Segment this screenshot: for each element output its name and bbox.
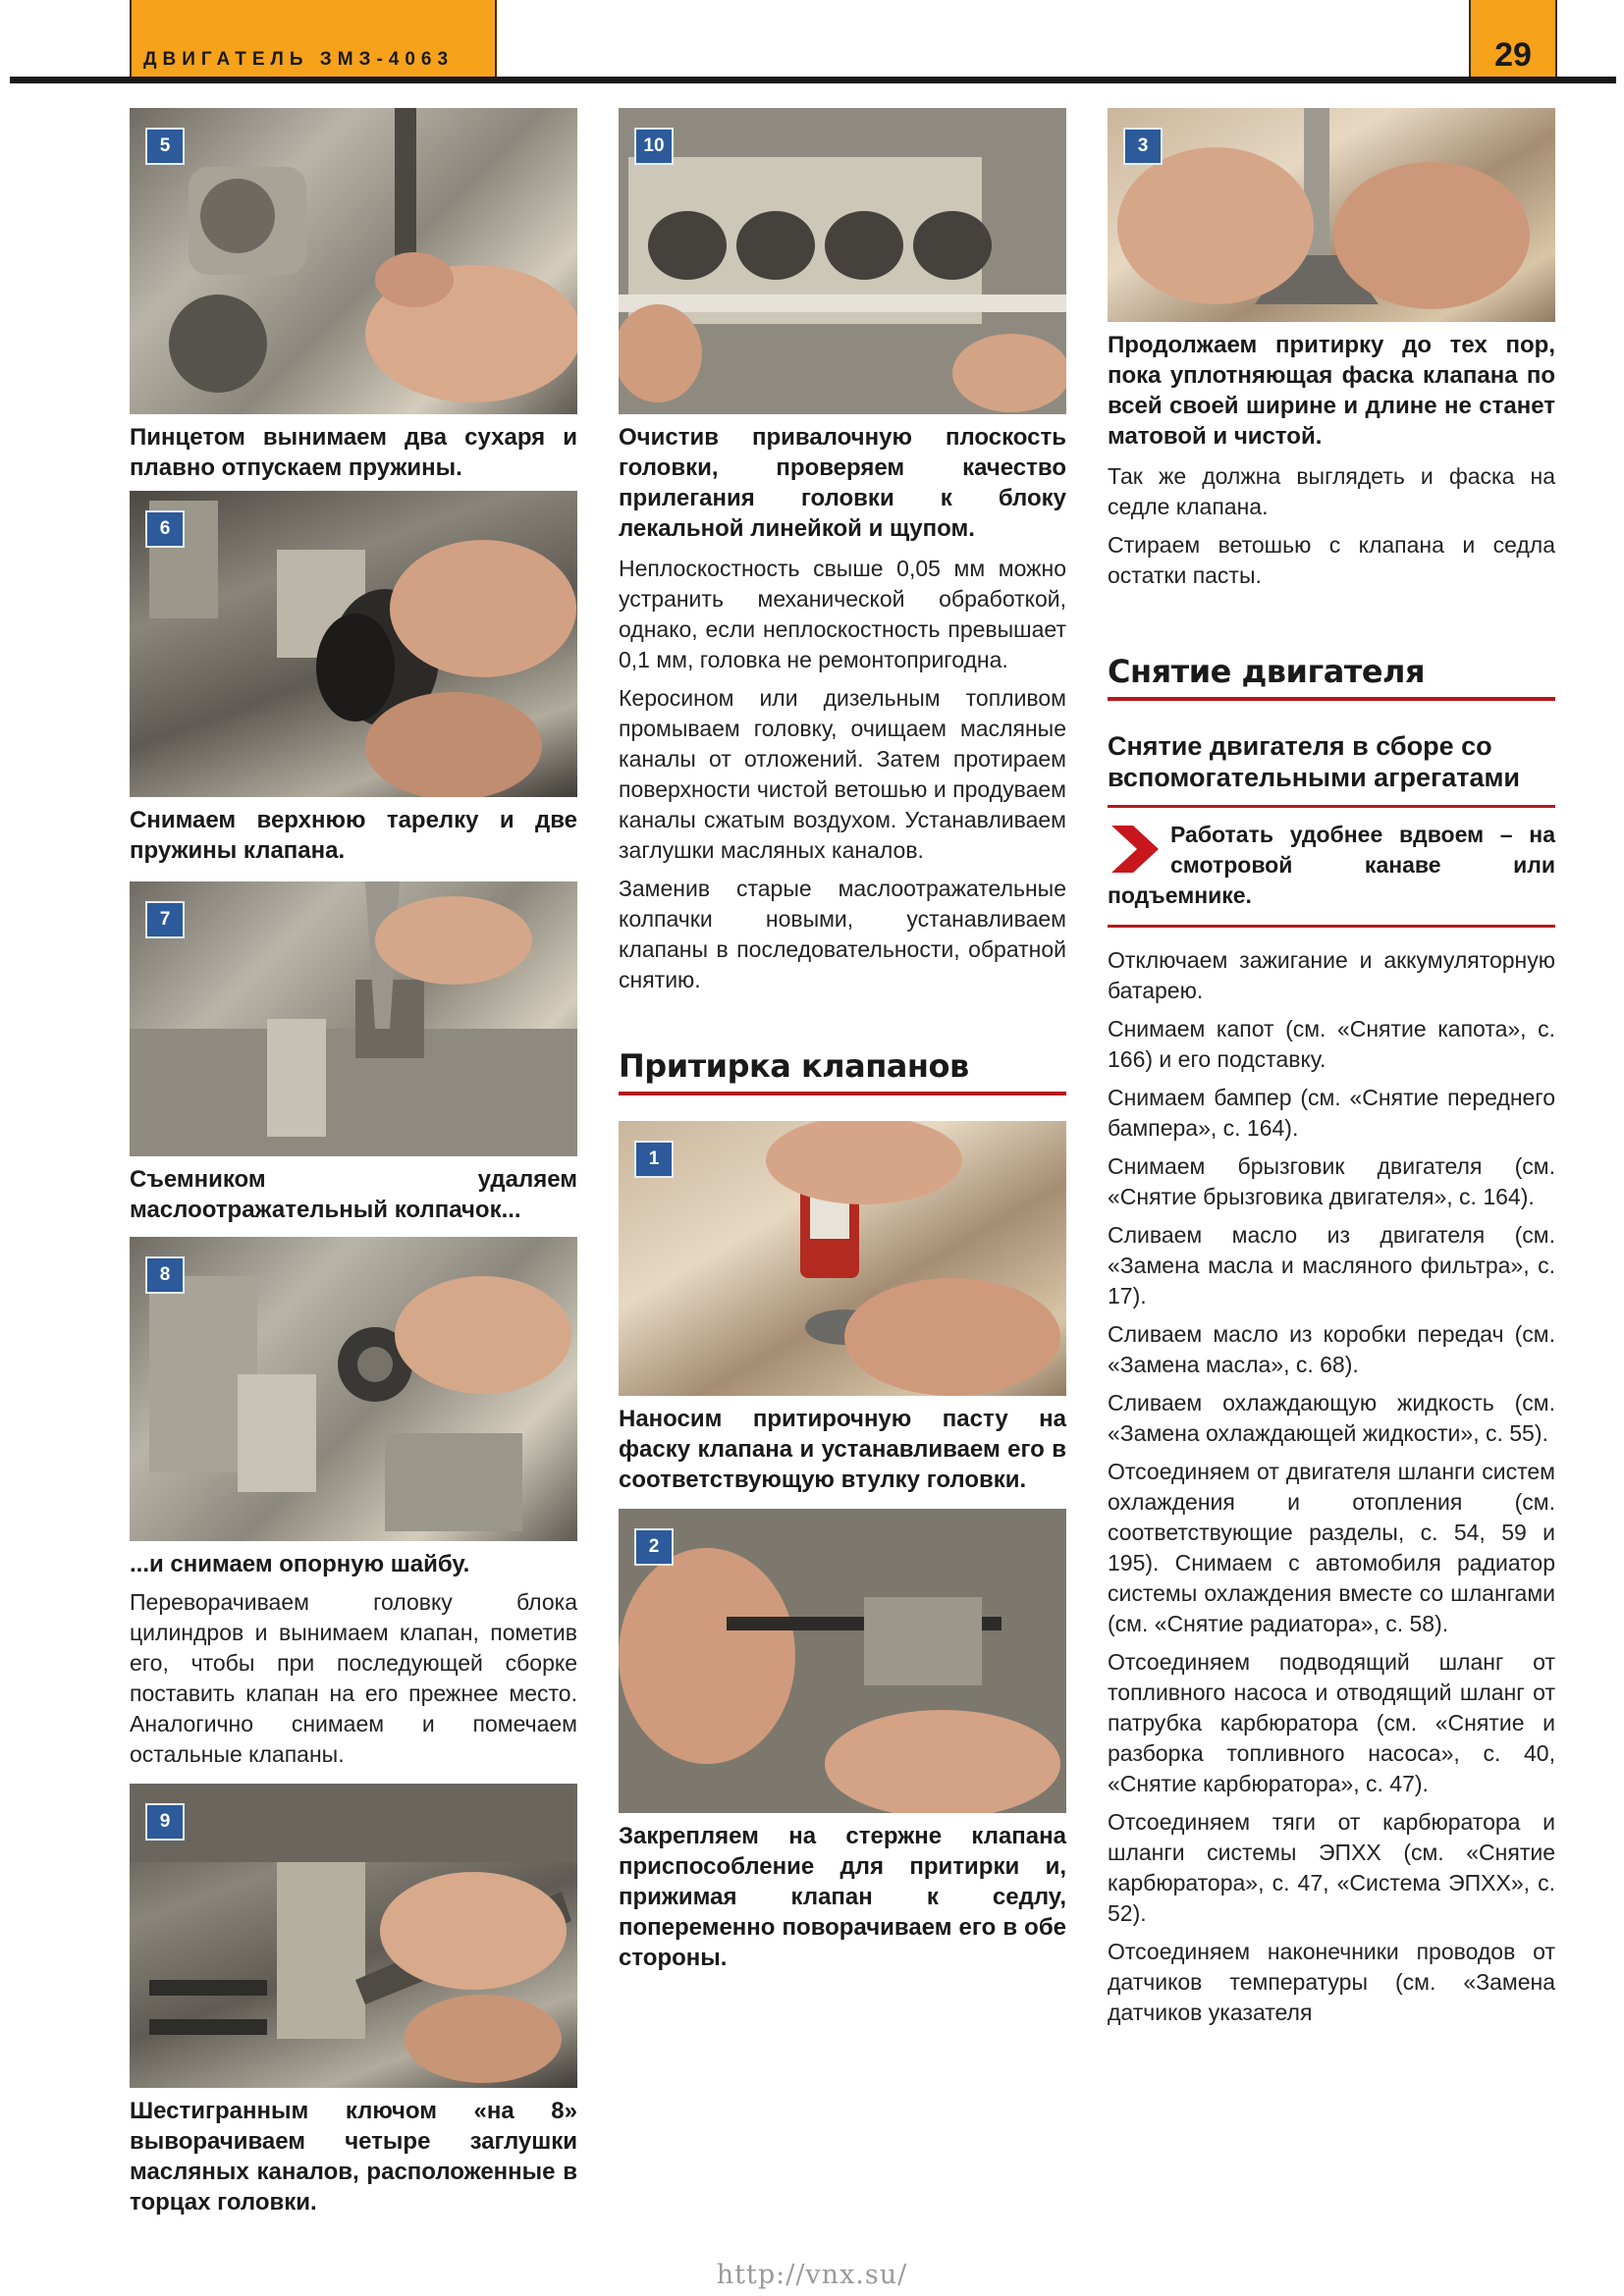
- paragraph: Сливаем масло из двигателя (см. «Замена масла и масляного фильтра», с. 17).: [1108, 1222, 1555, 1308]
- paragraph: Неплоскостность свыше 0,05 мм можно устранить механической обработкой, однако, если неплоскостность превышает 0,1 мм, головка не ремонтопригодна.: [619, 556, 1066, 672]
- photo-step-5-image: [130, 108, 577, 414]
- header-section-label: ДВИГАТЕЛЬ ЗМЗ-4063: [143, 49, 455, 70]
- paragraph: Отсоединяем подводящий шланг от топливного насоса и отводящий шланг от патрубка карбюратора (см. «Снятие и разборка топливного насоса», с. 40, «Снятие карбюратора», с. 47).: [1108, 1649, 1555, 1796]
- spacer: [619, 995, 1066, 1046]
- page-number: 29: [1494, 36, 1532, 74]
- caption-step-8: ...и снимаем опорную шайбу.: [130, 1551, 470, 1577]
- photo-lapping-1-image: [619, 1121, 1066, 1396]
- step-badge: 1: [634, 1141, 674, 1178]
- step-badge: 2: [634, 1528, 674, 1566]
- paragraph: Стираем ветошью с клапана и седла остатки пасты.: [1108, 532, 1555, 588]
- step-badge: 7: [145, 901, 185, 938]
- subsection-title: Снятие двигателя в сборе со вспомогательными агрегатами: [1108, 730, 1555, 808]
- photo-step-10: [619, 108, 1066, 414]
- spacer: [1108, 701, 1555, 730]
- column-left: [130, 108, 577, 2217]
- photo-lapping-2: [619, 1509, 1066, 1813]
- caption-lapping-3: Продолжаем притирку до тех пор, пока уплотняющая фаска клапана по всей своей ширине и длине не станет матовой и чистой.: [1108, 332, 1555, 450]
- section-title-engine-removal: Снятие двигателя: [1108, 652, 1555, 701]
- header-rule: [10, 77, 1616, 83]
- header-page-tab: [1469, 0, 1557, 77]
- photo-step-8: [130, 1237, 577, 1541]
- photo-step-6-image: [130, 491, 577, 797]
- photo-lapping-1: [619, 1121, 1066, 1396]
- paragraph: Так же должна выглядеть и фаска на седле клапана.: [1108, 463, 1555, 519]
- header-section-tab: [130, 0, 497, 77]
- column-right: [1108, 108, 1555, 2028]
- tip-note: [1108, 808, 1555, 928]
- photo-step-5: [130, 108, 577, 414]
- step-badge: 5: [145, 128, 185, 165]
- step-badge: 6: [145, 510, 185, 548]
- tip-note-text: Работать удобнее вдвоем – на смотровой канаве или подъемнике.: [1108, 822, 1555, 908]
- paragraph: Заменив старые маслоотражательные колпачки новыми, устанавливаем клапаны в последовательности, обратной снятию.: [619, 876, 1066, 992]
- photo-step-7: [130, 881, 577, 1156]
- chevron-right-icon: [1108, 822, 1163, 877]
- caption-lapping-1: Наносим притирочную пасту на фаску клапана и устанавливаем его в соответствующую втулку головки.: [619, 1406, 1066, 1493]
- photo-step-9: [130, 1784, 577, 2088]
- caption-step-6: Снимаем верхнюю тарелку и две пружины клапана.: [130, 807, 577, 864]
- paragraph: Сливаем охлаждающую жидкость (см. «Замена охлаждающей жидкости», с. 55).: [1108, 1390, 1555, 1446]
- column-middle: [619, 108, 1066, 1973]
- photo-lapping-2-image: [619, 1509, 1066, 1813]
- paragraph: Снимаем брызговик двигателя (см. «Снятие брызговика двигателя», с. 164).: [1108, 1153, 1555, 1209]
- paragraph: Снимаем капот (см. «Снятие капота», с. 166) и его подставку.: [1108, 1016, 1555, 1072]
- photo-lapping-3-image: [1108, 108, 1555, 322]
- photo-step-9-image: [130, 1784, 577, 2088]
- paragraph: Снимаем бампер (см. «Снятие переднего бампера», с. 164).: [1108, 1085, 1555, 1141]
- photo-step-8-image: [130, 1237, 577, 1541]
- spacer: [1108, 591, 1555, 652]
- caption-lapping-2: Закрепляем на стержне клапана приспособление для притирки и, прижимая клапан к седлу, попеременно поворачиваем его в обе стороны.: [619, 1823, 1066, 1971]
- step-badge: 3: [1123, 128, 1163, 165]
- paragraph: Отсоединяем от двигателя шланги систем охлаждения и отопления (см. соответствующие разделы, с. 54, 59 и 195). Снимаем с автомобиля радиатор системы охлаждения вместе со шлангами (см. «Снятие радиатора», с. 58).: [1108, 1459, 1555, 1636]
- photo-step-7-image: [130, 881, 577, 1156]
- step-badge: 9: [145, 1803, 185, 1841]
- photo-step-6: [130, 491, 577, 797]
- paragraph: Сливаем масло из коробки передач (см. «Замена масла», с. 68).: [1108, 1321, 1555, 1377]
- caption-step-7: Съемником удаляем маслоотражательный колпачок...: [130, 1166, 577, 1223]
- footer-url[interactable]: http://vnx.su/: [716, 2260, 908, 2290]
- caption-step-9: Шестигранным ключом «на 8» выворачиваем четыре заглушки масляных каналов, расположенные в торцах головки.: [130, 2098, 577, 2216]
- step-badge: 8: [145, 1256, 185, 1294]
- text-step-8: Переворачиваем головку блока цилиндров и вынимаем клапан, пометив его, чтобы при последующей сборке поставить клапан на его прежнее место. Аналогично снимаем и помечаем остальные клапаны.: [130, 1589, 577, 1767]
- spacer: [1108, 928, 1555, 937]
- step-badge: 10: [634, 128, 674, 165]
- photo-lapping-3: [1108, 108, 1555, 322]
- caption-step-5: Пинцетом вынимаем два сухаря и плавно отпускаем пружины.: [130, 424, 577, 481]
- section-title-valve-lapping: Притирка клапанов: [619, 1046, 1066, 1095]
- caption-step-10: Очистив привалочную плоскость головки, проверяем качество прилегания головки к блоку лекальной линейкой и щупом.: [619, 424, 1066, 542]
- paragraph: Керосином или дизельным топливом промываем головку, очищаем масляные каналы от отложений. Затем протираем поверхности чистой ветошью и продуваем каналы сжатым воздухом. Устанавливаем заглушки масляных каналов.: [619, 685, 1066, 863]
- photo-step-10-image: [619, 108, 1066, 414]
- paragraph: Отсоединяем тяги от карбюратора и шланги системы ЭПХХ (см. «Снятие карбюратора», с. 47, «Система ЭПХХ», с. 52).: [1108, 1809, 1555, 1926]
- paragraph: Отключаем зажигание и аккумуляторную батарею.: [1108, 947, 1555, 1003]
- paragraph: Отсоединяем наконечники проводов от датчиков температуры (см. «Замена датчиков указателя: [1108, 1939, 1555, 2025]
